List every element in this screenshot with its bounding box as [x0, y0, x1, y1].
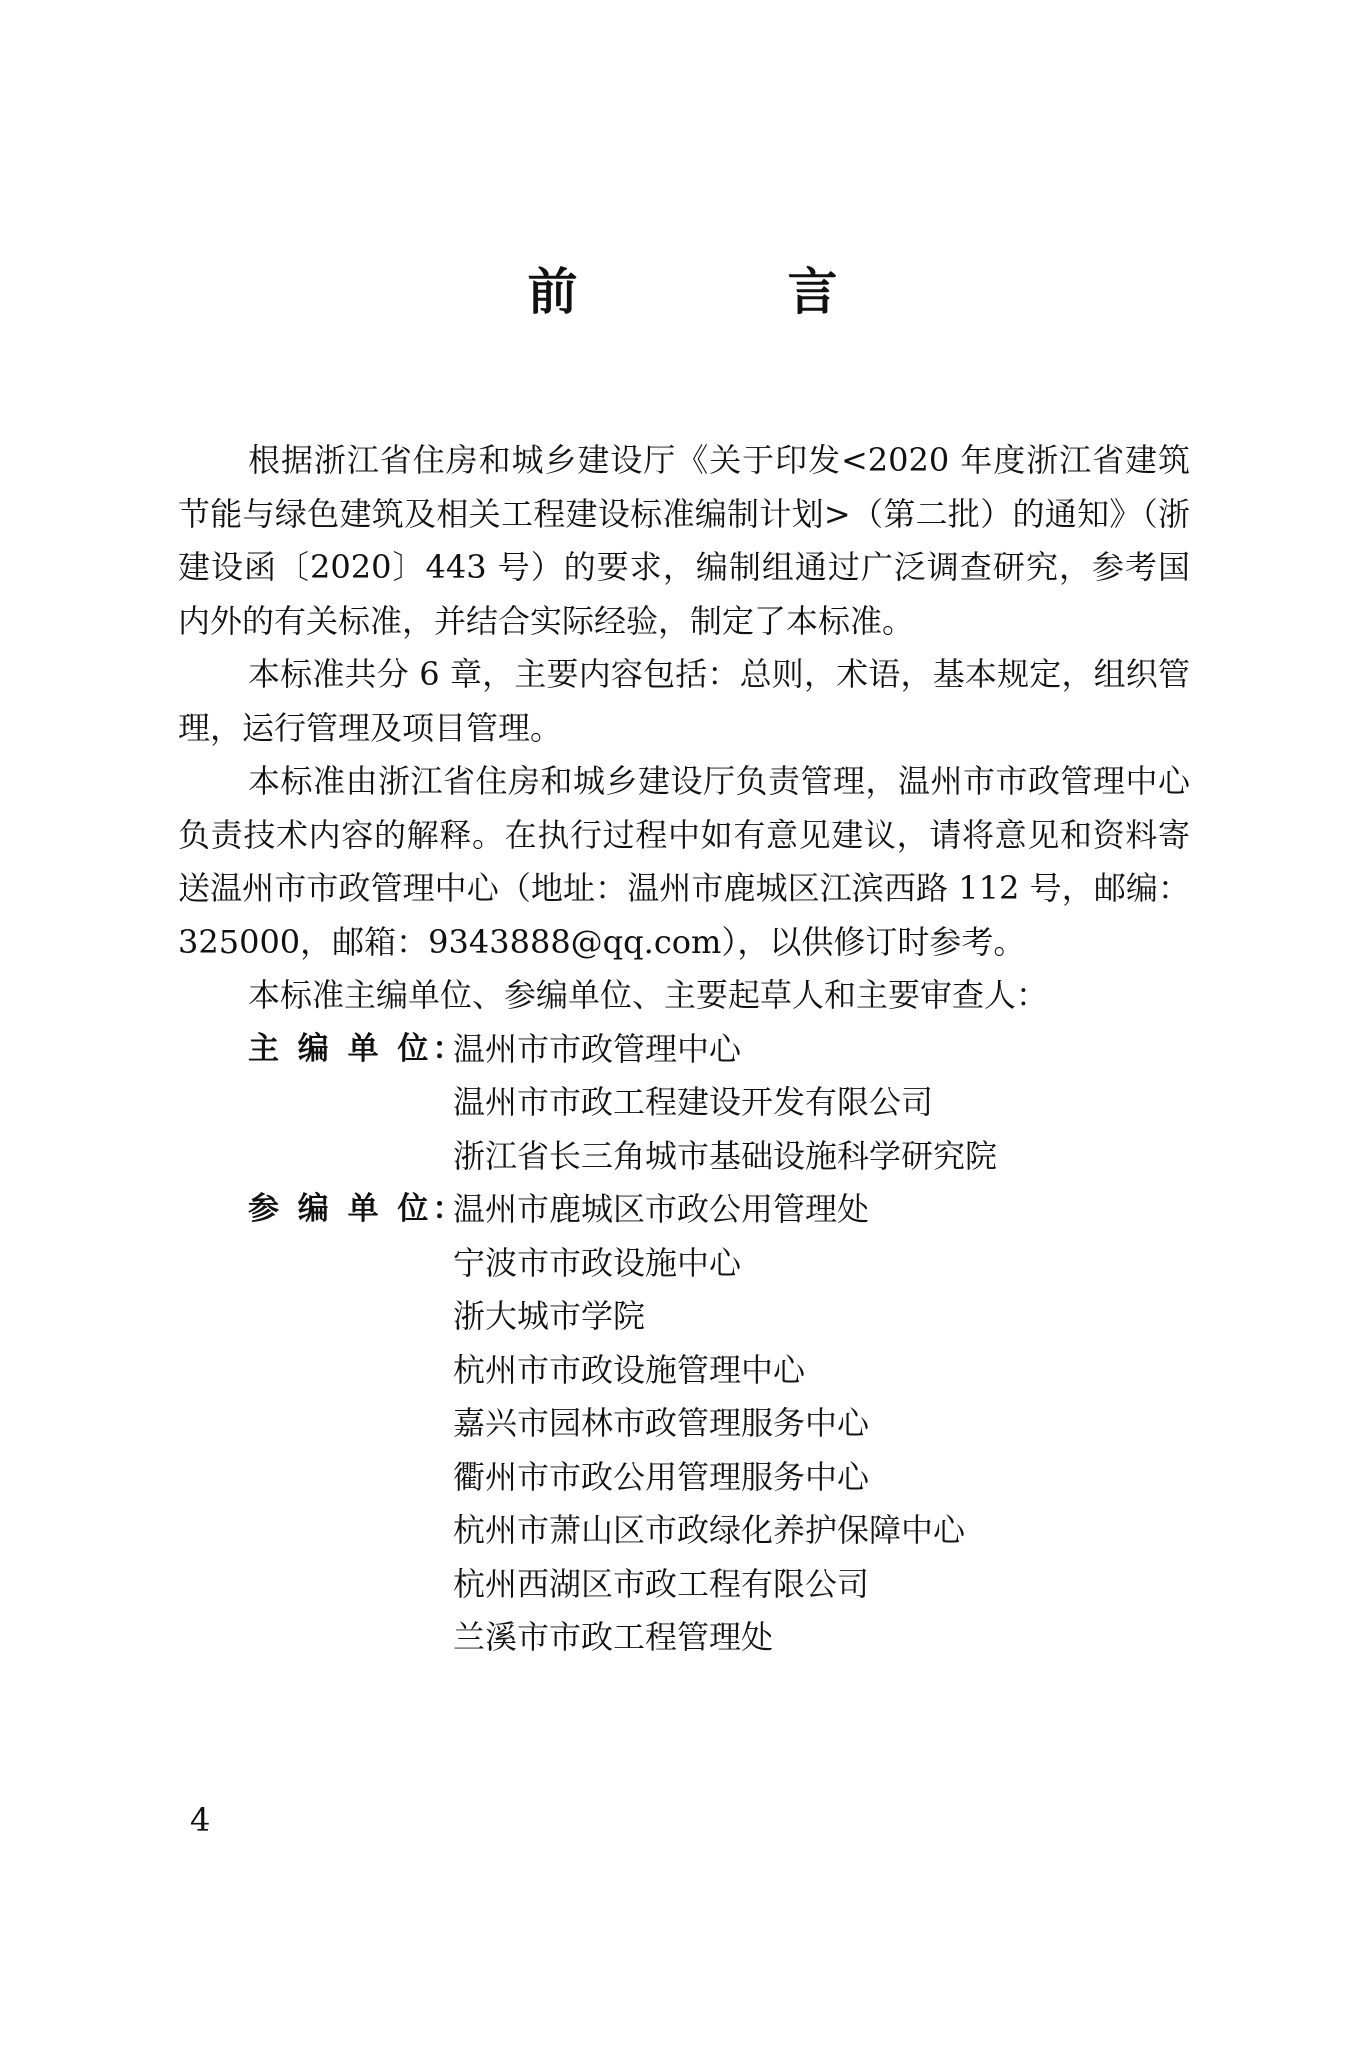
co-editor-unit: 温州市鹿城区市政公用管理处: [453, 1190, 870, 1228]
co-editor-unit: 杭州西湖区市政工程有限公司: [453, 1564, 870, 1603]
co-editor-unit: 兰溪市市政工程管理处: [453, 1618, 774, 1656]
co-editor-label: 参 编 单 位：: [248, 1191, 468, 1227]
co-editor-unit: 宁波市市政设施中心: [453, 1243, 742, 1282]
co-editor-unit: 嘉兴市园林市政管理服务中心: [453, 1404, 870, 1442]
co-editor-group: [178, 1183, 1190, 1665]
co-editor-unit: 杭州市市政设施管理中心: [453, 1350, 806, 1389]
co-editor-unit: 衢州市市政公用管理服务中心: [453, 1457, 870, 1496]
preface-paragraph-management: 本标准由浙江省住房和城乡建设厅负责管理，温州市市政管理中心负责技术内容的解释。在执行过程中如有意见建议，请将意见和资料寄送温州市市政管理中心（地址：温州市鹿城区江滨西路 112 号，邮编：325000，邮箱：9343888@qq.com），以供修订时参考。: [178, 762, 1190, 961]
chief-editor-unit: 浙江省长三角城市基础设施科学研究院: [453, 1136, 998, 1175]
page-title: 前 言: [527, 263, 918, 321]
preface-body: [178, 434, 1190, 1665]
chief-editor-unit: 温州市市政工程建设开发有限公司: [453, 1083, 934, 1121]
editor-roster: [178, 1023, 1190, 1665]
co-editor-list: [453, 1183, 965, 1665]
preface-paragraph-contents: 本标准共分 6 章，主要内容包括：总则，术语，基本规定，组织管理，运行管理及项目管理。: [178, 655, 1190, 747]
co-editor-unit: 浙大城市学院: [453, 1297, 646, 1335]
chief-editor-unit: 温州市市政管理中心: [453, 1029, 742, 1068]
co-editor-unit: 杭州市萧山区市政绿化养护保障中心: [453, 1511, 966, 1549]
preface-paragraph-basis: 根据浙江省住房和城乡建设厅《关于印发<2020 年度浙江省建筑节能与绿色建筑及相关工程建设标准编制计划>（第二批）的通知》（浙建设函〔2020〕443 号）的要求，编制组通过广泛调查研究，参考国内外的有关标准，并结合实际经验，制定了本标准。: [178, 441, 1190, 640]
preface-paragraph-units-intro: 本标准主编单位、参编单位、主要起草人和主要审查人：: [248, 976, 1049, 1014]
chief-editor-group: [178, 1023, 1190, 1184]
page-number: 4: [190, 1801, 211, 1839]
chief-editor-label: 主 编 单 位：: [248, 1030, 468, 1067]
chief-editor-list: [453, 1023, 997, 1184]
